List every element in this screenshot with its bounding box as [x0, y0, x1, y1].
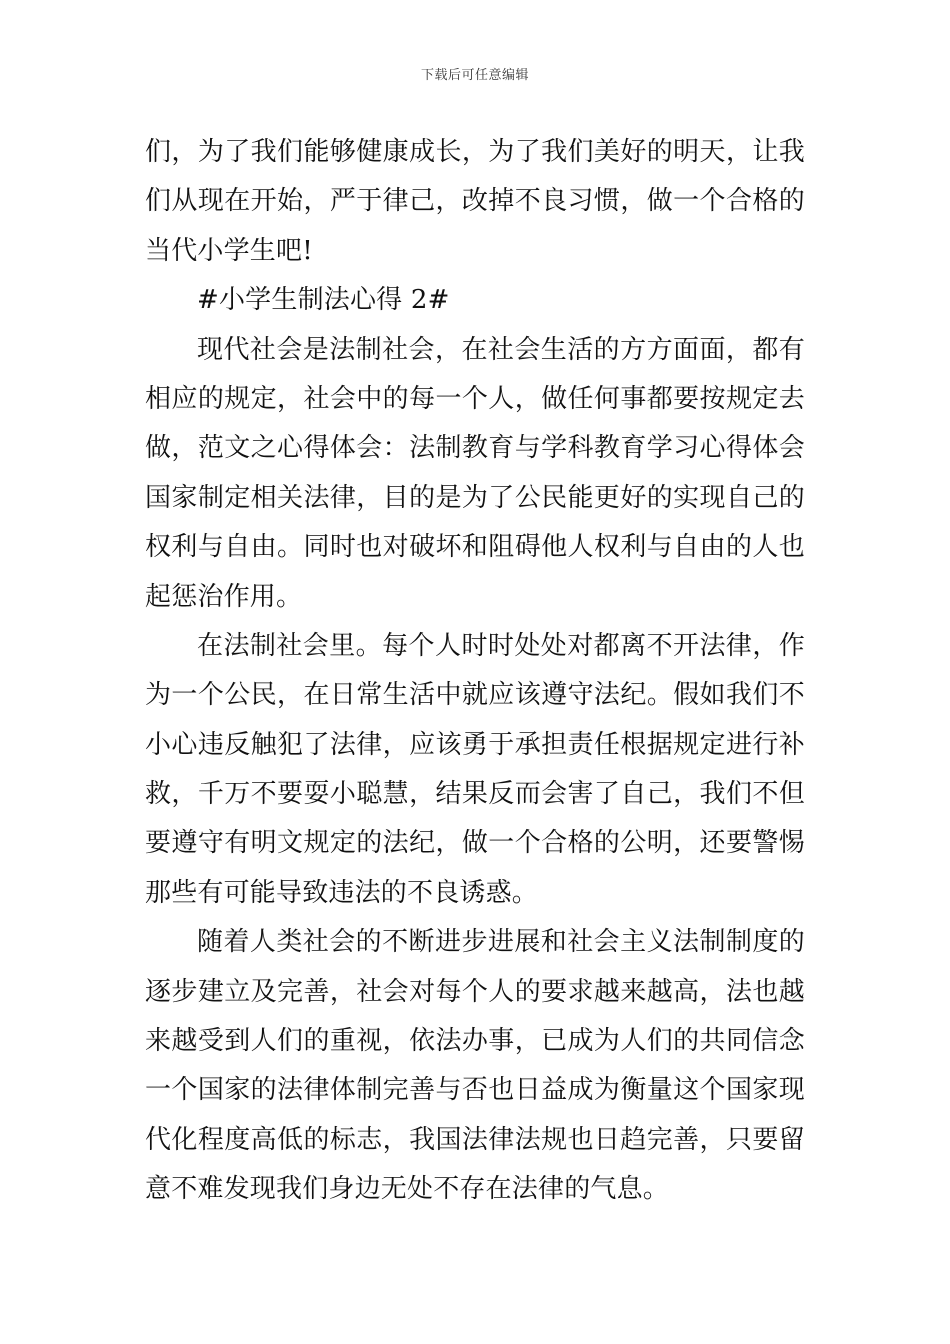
text-line: 一个国家的法律体制完善与否也日益成为衡量这个国家现 — [145, 1075, 805, 1106]
text-line: 在法制社会里。每个人时时处处对都离不开法律，作 — [197, 630, 805, 661]
text-line: 相应的规定，社会中的每一个人，做任何事都要按规定去 — [145, 383, 805, 414]
text-line: 们从现在开始，严于律己，改掉不良习惯，做一个合格的 — [145, 186, 805, 217]
text-line: 要遵守有明文规定的法纪，做一个合格的公明，还要警惕 — [145, 828, 805, 859]
text-line: 做，范文之心得体会：法制教育与学科教育学习心得体会 — [145, 433, 805, 464]
text-line: 逐步建立及完善，社会对每个人的要求越来越高，法也越 — [145, 976, 805, 1007]
section-heading: #小学生制法心得 2# — [197, 285, 450, 316]
text-line: 来越受到人们的重视，依法办事，已成为人们的共同信念 — [145, 1026, 805, 1057]
text-line: 意不难发现我们身边无处不存在法律的气息。 — [145, 1174, 670, 1205]
text-line: 起惩治作用。 — [145, 581, 303, 612]
text-line: 权利与自由。同时也对破坏和阻碍他人权利与自由的人也 — [145, 532, 805, 563]
text-line: 随着人类社会的不断进步进展和社会主义法制制度的 — [197, 927, 805, 958]
text-line: 国家制定相关法律，目的是为了公民能更好的实现自己的 — [145, 482, 805, 513]
text-line: 们，为了我们能够健康成长，为了我们美好的明天，让我 — [145, 137, 805, 167]
text-line: 代化程度高低的标志，我国法律法规也日趋完善，只要留 — [145, 1124, 805, 1155]
page-header-note: 下载后可任意编辑 — [420, 68, 529, 83]
document-body — [145, 128, 805, 1215]
text-line: 救，千万不要耍小聪慧，结果反而会害了自己，我们不但 — [145, 779, 805, 810]
text-line: 小心违反触犯了法律，应该勇于承担责任根据规定进行补 — [145, 729, 805, 760]
text-line: 为一个公民，在日常生活中就应该遵守法纪。假如我们不 — [145, 680, 805, 711]
text-line: 现代社会是法制社会，在社会生活的方方面面，都有 — [197, 334, 805, 365]
text-line: 当代小学生吧! — [145, 235, 313, 266]
text-line: 那些有可能导致违法的不良诱惑。 — [145, 877, 539, 908]
